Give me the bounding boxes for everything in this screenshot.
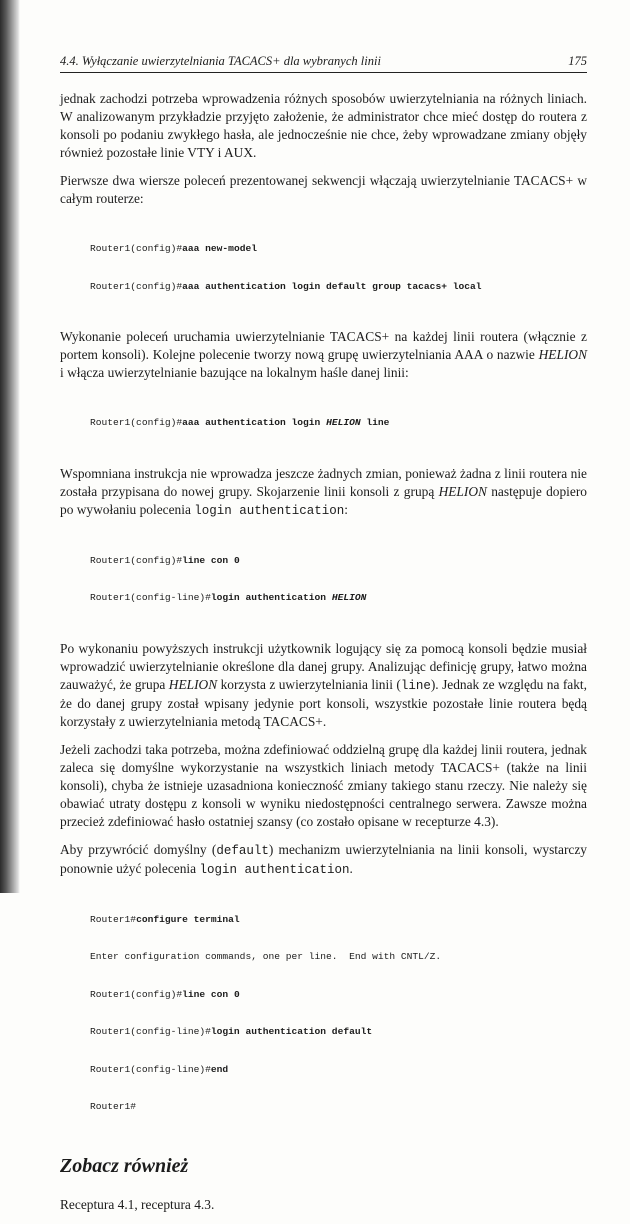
- code-line: Router1(config-line)#end: [90, 1063, 229, 1075]
- paragraph-6: Jeżeli zachodzi taka potrzeba, można zdefiniować oddzielną grupę dla każdej linii routera, jednak zaleca się domyślne wykorzystanie na wszystkich liniach metody TACACS+ (także na linii konsoli), chyba że istnieje uzasadniona konieczność zmiany takiego stanu rzeczy. Nie należy się obawiać utraty dostępu z konsoli w wyniku niedostępności centralnego serwera. Zawsze można przecież zdefiniować hasło ostatniej szansy (co zostało opisane w recepturze 4.3).: [60, 741, 587, 829]
- see-also-heading: Zobacz również: [60, 1154, 189, 1177]
- code-line: Router1#configure terminal: [90, 913, 240, 925]
- chapter-title: 4.4. Wyłączanie uwierzytelniania TACACS+ dla wybranych linii: [60, 54, 381, 68]
- code-block-3: [90, 530, 587, 630]
- code-block-2: [90, 392, 587, 455]
- page-body: [60, 90, 587, 1224]
- code-line: Router1(config)#line con 0: [90, 554, 240, 566]
- code-line: Enter configuration commands, one per line. End with CNTL/Z.: [90, 951, 442, 962]
- code-line: Router1(config)#line con 0: [90, 988, 240, 1000]
- scan-binding-edge: [0, 0, 20, 893]
- paragraph-3: Wykonanie poleceń uruchamia uwierzytelnianie TACACS+ na każdej linii routera (włącznie z portem konsoli). Kolejne polecenie tworzy nową grupę uwierzytelniania AAA o nazwie HELION i włącza uwierzytelnianie bazujące na lokalnym haśle danej linii:: [60, 329, 587, 380]
- code-line: Router1(config-line)#login authentication HELION: [90, 592, 367, 603]
- paragraph-5: Po wykonaniu powyższych instrukcji użytkownik logujący się za pomocą konsoli będzie musiał wprowadzić uwierzytelnianie określone dla danej grupy. Analizując definicję grupy, łatwo można zauważyć, że grupa HELION korzysta z uwierzytelniania linii (line). Jednak ze względu na fakt, że do danej grupy został wpisany jedynie port konsoli, wszystkie pozostałe linie routera będą korzystały z uwierzytelniania metodą TACACS+.: [60, 640, 588, 729]
- running-header: [60, 54, 587, 73]
- code-line: Router1(config)#aaa authentication login default group tacacs+ local: [90, 280, 482, 292]
- code-line: Router1(config-line)#login authentication default: [90, 1026, 373, 1037]
- code-block-4: [90, 889, 587, 1139]
- paragraph-4: Wspomniana instrukcja nie wprowadza jeszcze żadnych zmian, ponieważ żadna z linii routera nie została przypisana do nowej grupy. Skojarzenie linii konsoli z grupą HELION następuje dopiero po wywołaniu polecenia login authentication:: [60, 465, 587, 518]
- code-line: Router1(config)#aaa new-model: [90, 243, 257, 254]
- paragraph-1: jednak zachodzi potrzeba wprowadzenia różnych sposobów uwierzytelniania na różnych liniach. W analizowanym przykładzie przyjęto założenie, że administrator chce mieć dostęp do routera z konsoli po podaniu zwykłego hasła, ale jednocześnie nie chce, żeby wprowadzane zmiany objęły również pozostałe linie VTY i AUX.: [60, 91, 587, 160]
- see-also-text: Receptura 4.1, receptura 4.3.: [60, 1196, 215, 1212]
- paragraph-7: Aby przywrócić domyślny (default) mechanizm uwierzytelniania na linii konsoli, wystarczy ponownie użyć polecenia login authentication.: [60, 841, 587, 877]
- code-block-1: [90, 218, 587, 318]
- paragraph-2: Pierwsze dwa wiersze poleceń prezentowanej sekwencji włączają uwierzytelnianie TACACS+ w całym routerze:: [60, 173, 587, 206]
- code-line: Router1#: [90, 1101, 137, 1112]
- code-line: Router1(config)#aaa authentication login HELION line: [90, 417, 390, 428]
- page-number: 175: [568, 54, 587, 68]
